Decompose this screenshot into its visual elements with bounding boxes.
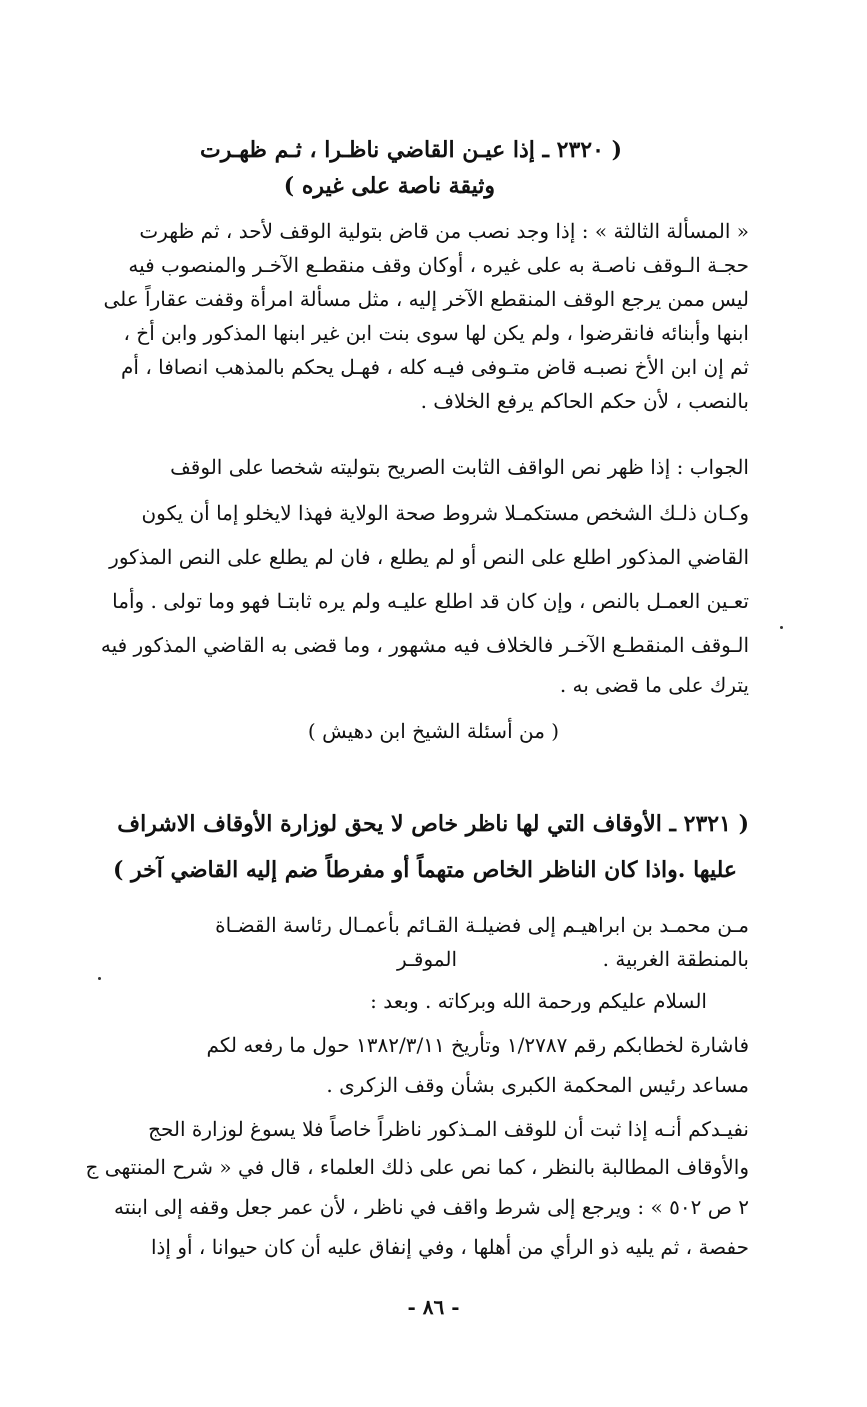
question-line: ليس ممن يرجع الوقف المنقطع الآخر إليه ، مثل مسألة امرأة وقفت عقاراً على [103,287,749,311]
answer-line: وكـان ذلـك الشخص مستكمـلا شروط صحة الولاية فهذا لايخلو إما أن يكون [141,501,749,525]
address-honorific: الموقـر [397,947,457,971]
question-line: حجـة الـوقف ناصـة به على غيره ، أوكان وقف منقطـع الآخـر والمنصوب فيه [128,253,749,277]
section-2-heading-line-2: عليها .واذا كان الناظر الخاص متهماً أو مفرطاً ضم إليه القاضي آخر ) [112,857,737,883]
letter-body-line: حفصة ، ثم يليه ذو الرأي من أهلها ، وفي إنفاق عليه أن كان حيوانا ، أو إذا [150,1235,749,1259]
letter-body-line: مساعد رئيس المحكمة الكبرى بشأن وقف الزكرى . [326,1073,749,1097]
page-number: - ٨٦ - [407,1295,460,1319]
answer-line: القاضي المذكور اطلع على النص أو لم يطلع ، فان لم يطلع على النص المذكور [109,545,749,569]
source-attribution: ( من أسئلة الشيخ ابن دهيش ) [307,719,560,743]
scan-speck [98,977,101,980]
answer-line: الـوقف المنقطـع الآخـر فالخلاف فيه مشهور ، وما قضى به القاضي المذكور فيه [100,633,749,657]
question-line: ثم إن ابن الأخ نصبـه قاض متـوفى فيـه كله ، فهـل يحكم بالمذهب انصافا ، أم [121,355,749,379]
letter-body-line: ٢ ص ٥٠٢ » : ويرجع إلى شرط واقف في ناظر ، لأن عمر جعل وقفه إلى ابنته [114,1195,749,1219]
question-line: بالنصب ، لأن حكم الحاكم يرفع الخلاف . [420,389,749,413]
section-1-heading-line-1: ( ٢٣٢٠ ـ إذا عيـن القاضي ناظـرا ، ثـم ظهـرت [200,137,622,163]
question-line: ابنها وأبنائه فانقرضوا ، ولم يكن لها سوى بنت ابن غير ابنها المذكور وابن أخ ، [123,321,749,345]
answer-line: تعـين العمـل بالنص ، وإن كان قد اطلع عليـه ولم يره ثابتـا فهو وما تولى . وأما [112,589,749,613]
scan-speck [780,626,783,629]
answer-line: يترك على ما قضى به . [559,673,749,697]
letter-body-line: فاشارة لخطابكم رقم ١/٢٧٨٧ وتأريخ ١٣٨٢/٣/١١ حول ما رفعه لكم [206,1033,749,1057]
section-2-heading-line-1: ( ٢٣٢١ ـ الأوقاف التي لها ناظر خاص لا يحق لوزارة الأوقاف الاشراف [117,811,749,837]
address-line: بالمنطقة الغربية . [602,947,749,971]
question-line: « المسألة الثالثة » : إذا وجد نصب من قاض بتولية الوقف لأحد ، ثم ظهرت [139,219,749,243]
letter-body-line: نفيـدكم أنـه إذا ثبت أن للوقف المـذكور ناظراً خاصاً فلا يسوغ لوزارة الحج [148,1117,749,1141]
greeting: السلام عليكم ورحمة الله وبركاته . وبعد : [370,989,707,1013]
address-line: مـن محمـد بن ابراهيـم إلى فضيلـة القـائم بأعمـال رئاسة القضـاة [215,913,749,937]
answer-line: الجواب : إذا ظهر نص الواقف الثابت الصريح بتوليته شخصا على الوقف [170,455,749,479]
section-1-heading-line-2: وثيقة ناصة على غيره ) [283,173,495,199]
letter-body-line: والأوقاف المطالبة بالنظر ، كما نص على ذلك العلماء ، قال في « شرح المنتهى ج [85,1155,749,1179]
